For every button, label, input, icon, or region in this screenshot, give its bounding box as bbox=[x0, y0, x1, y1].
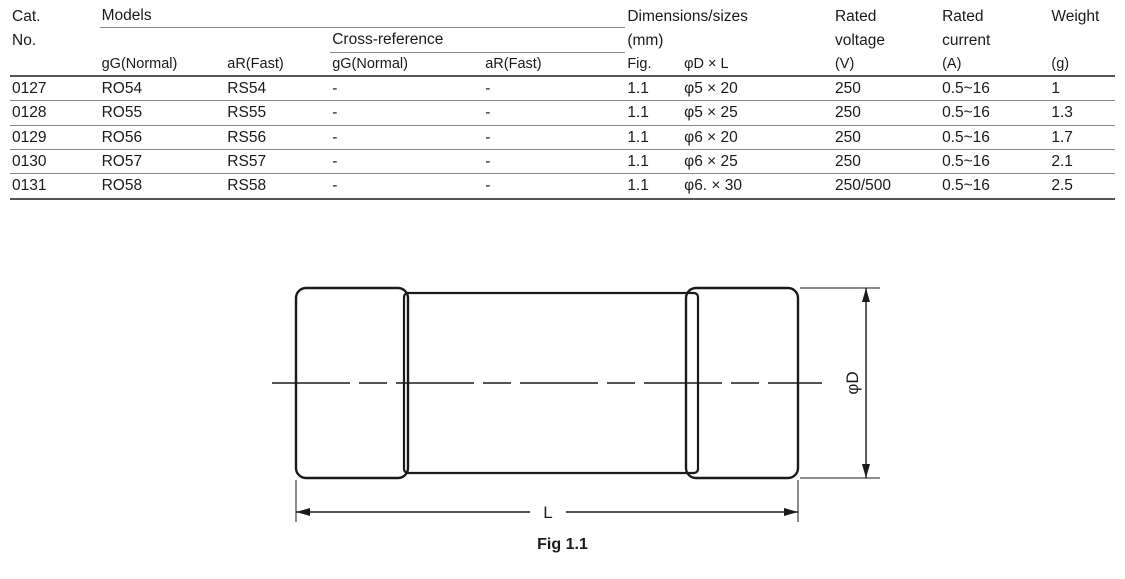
header-sub-gg: gG(Normal) bbox=[101, 55, 178, 72]
header-models-spacer bbox=[100, 28, 331, 52]
header-weight-unit: (g) bbox=[1051, 55, 1070, 72]
cell-cat-no: 0129 bbox=[12, 128, 47, 146]
cell-xref-ar: - bbox=[485, 177, 491, 195]
cell-cat-no: 0130 bbox=[12, 153, 47, 170]
table-row bbox=[10, 174, 1115, 199]
cell-ar: RS55 bbox=[227, 104, 267, 122]
cell-xref-ar: - bbox=[485, 79, 491, 97]
cell-fig: 1.1 bbox=[627, 128, 649, 146]
length-label: L bbox=[543, 503, 553, 522]
header-cross-reference: Cross-reference bbox=[330, 28, 625, 52]
cell-gg: RO55 bbox=[101, 104, 143, 122]
header-weight: Weight bbox=[1051, 7, 1100, 25]
cell-fig: 1.1 bbox=[627, 79, 649, 97]
cell-gg: RO57 bbox=[101, 153, 143, 170]
cell-weight: 2.1 bbox=[1051, 153, 1073, 170]
cell-xref-gg: - bbox=[332, 177, 338, 195]
diameter-arrow-top bbox=[862, 288, 870, 302]
header-rated-voltage-line2: voltage bbox=[834, 31, 885, 49]
cell-dimension: φ6. × 30 bbox=[684, 177, 743, 195]
figure-caption: Fig 1.1 bbox=[537, 536, 588, 553]
cell-dimension: φ6 × 20 bbox=[684, 128, 738, 146]
cell-dimension: φ6 × 25 bbox=[684, 153, 738, 170]
cell-current: 0.5~16 bbox=[942, 177, 990, 195]
cell-xref-gg: - bbox=[332, 128, 338, 146]
cell-xref-ar: - bbox=[485, 128, 491, 146]
table-row bbox=[10, 76, 1115, 101]
cell-fig: 1.1 bbox=[627, 104, 649, 122]
cell-dimension: φ5 × 25 bbox=[684, 104, 738, 122]
specification-table-container bbox=[10, 4, 1115, 200]
cell-weight: 1.3 bbox=[1051, 104, 1073, 122]
header-sub-xref-ar: aR(Fast) bbox=[485, 55, 542, 72]
cell-cat-no: 0131 bbox=[12, 177, 47, 195]
header-models: Models bbox=[100, 4, 626, 28]
header-dimensions-line2: (mm) bbox=[627, 31, 664, 49]
header-cat-no-spacer bbox=[10, 52, 100, 76]
cell-xref-gg: - bbox=[332, 153, 338, 170]
cell-xref-gg: - bbox=[332, 104, 338, 122]
cell-ar: RS56 bbox=[227, 128, 267, 146]
table-row bbox=[10, 125, 1115, 149]
table-header-row-3 bbox=[10, 52, 1115, 76]
header-rated-current-line1: Rated bbox=[942, 7, 984, 25]
specification-table bbox=[10, 4, 1115, 200]
cell-weight: 1 bbox=[1051, 79, 1060, 97]
cell-ar: RS58 bbox=[227, 177, 267, 195]
length-arrow-right bbox=[784, 508, 798, 516]
header-cat-no-line1: Cat. bbox=[12, 7, 41, 25]
fuse-dimension-drawing bbox=[0, 270, 1125, 570]
header-rated-voltage-unit: (V) bbox=[834, 55, 855, 72]
header-weight-spacer bbox=[1049, 28, 1115, 52]
diameter-arrow-bottom bbox=[862, 464, 870, 478]
table-row bbox=[10, 101, 1115, 125]
cell-dimension: φ5 × 20 bbox=[684, 79, 738, 97]
table-header-row-1 bbox=[10, 4, 1115, 28]
cell-ar: RS54 bbox=[227, 79, 267, 97]
diameter-label: φD bbox=[843, 371, 862, 395]
table-row bbox=[10, 150, 1115, 174]
cell-gg: RO56 bbox=[101, 128, 143, 146]
cell-xref-gg: - bbox=[332, 79, 338, 97]
cell-fig: 1.1 bbox=[627, 177, 649, 195]
cell-cat-no: 0128 bbox=[12, 104, 47, 122]
length-arrow-left bbox=[296, 508, 310, 516]
cell-voltage: 250/500 bbox=[834, 177, 891, 195]
cell-gg: RO54 bbox=[101, 79, 143, 97]
cell-voltage: 250 bbox=[834, 153, 861, 170]
cell-fig: 1.1 bbox=[627, 153, 649, 170]
cell-xref-ar: - bbox=[485, 104, 491, 122]
header-rated-current-line2: current bbox=[942, 31, 991, 49]
fuse-diagram-svg bbox=[0, 270, 1125, 540]
cell-current: 0.5~16 bbox=[942, 104, 990, 122]
cell-cat-no: 0127 bbox=[12, 79, 47, 97]
header-rated-current-unit: (A) bbox=[942, 55, 962, 72]
cell-current: 0.5~16 bbox=[942, 79, 990, 97]
cell-voltage: 250 bbox=[834, 79, 861, 97]
cell-voltage: 250 bbox=[834, 128, 861, 146]
header-rated-voltage-line1: Rated bbox=[834, 7, 877, 25]
cell-gg: RO58 bbox=[101, 177, 143, 195]
cell-weight: 1.7 bbox=[1051, 128, 1073, 146]
table-header-row-2 bbox=[10, 28, 1115, 52]
header-cat-no-line2: No. bbox=[12, 31, 37, 49]
cell-current: 0.5~16 bbox=[942, 153, 990, 170]
cell-xref-ar: - bbox=[485, 153, 491, 170]
cell-ar: RS57 bbox=[227, 153, 267, 170]
header-dimensions-line1: Dimensions/sizes bbox=[627, 7, 748, 25]
header-sub-xref-gg: gG(Normal) bbox=[332, 55, 408, 72]
header-sub-ar: aR(Fast) bbox=[227, 55, 284, 72]
cell-weight: 2.5 bbox=[1051, 177, 1073, 195]
header-sub-fig: Fig. bbox=[627, 55, 652, 72]
cell-current: 0.5~16 bbox=[942, 128, 990, 146]
cell-voltage: 250 bbox=[834, 104, 861, 122]
header-sub-dimension: φD × L bbox=[684, 55, 729, 72]
